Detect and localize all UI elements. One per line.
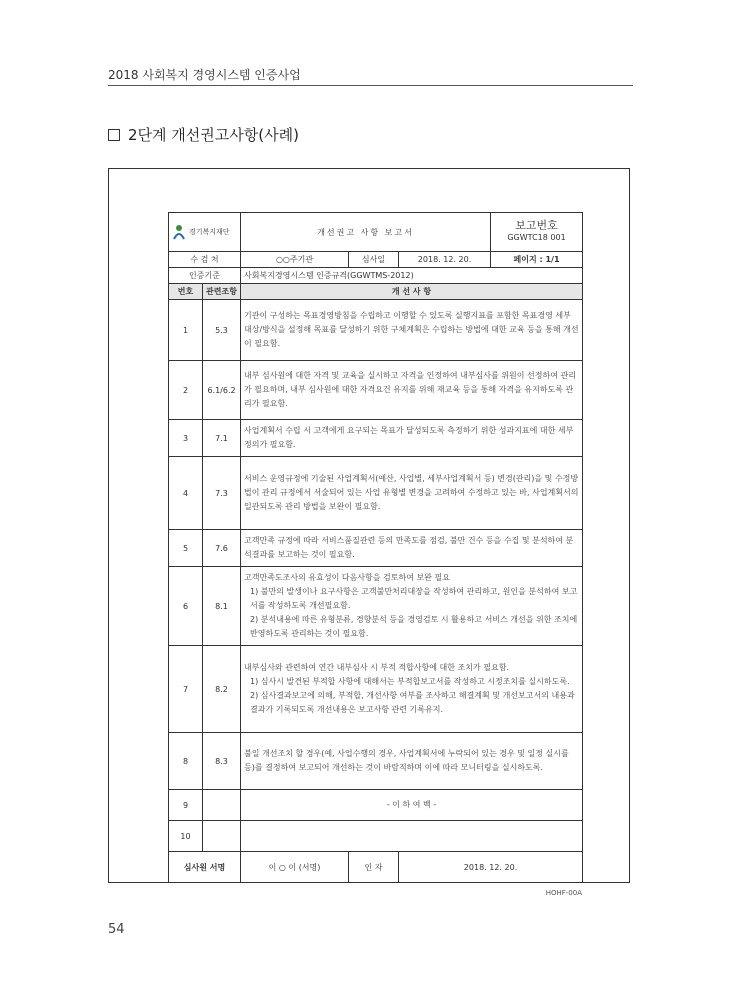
item-no: 4	[169, 457, 203, 530]
item-no: 5	[169, 530, 203, 567]
item-text: 기관이 구성하는 목표경영방침을 수립하고 이행할 수 있도록 실행지표를 포함한 목표경영 세부 대상/방식을 설정해 목표를 달성하기 위한 구체계획은 수립하는 방법에 대한 교육 등을 통해 개선이 필요함.	[241, 300, 583, 361]
date-value: 2018. 12. 20.	[399, 252, 491, 268]
section-title-text: 2단계 개선권고사항(사례)	[128, 126, 299, 144]
running-header: 2018 사회복지 경영시스템 인증사업	[108, 68, 301, 82]
examinee-label: 수 검 처	[169, 252, 241, 268]
item-clause: 8.2	[203, 646, 241, 733]
table-row	[169, 567, 583, 646]
signer-label: 심사원 서명	[169, 852, 241, 883]
item-clause: 7.1	[203, 420, 241, 457]
item-clause	[203, 790, 241, 821]
report-table	[168, 212, 583, 883]
item-no: 3	[169, 420, 203, 457]
checkbox-square-icon	[108, 129, 120, 141]
col-no-header: 번호	[169, 284, 203, 300]
item-no: 1	[169, 300, 203, 361]
page-number: 54	[108, 922, 125, 937]
foundation-logo-icon	[172, 223, 186, 241]
page-label: 페이지 : 1/1	[491, 252, 583, 268]
standard-label: 인증기준	[169, 268, 241, 284]
sign-date: 2018. 12. 20.	[399, 852, 583, 883]
item-text: 고객만족 규정에 따라 서비스품질관련 등의 만족도를 점검, 불만 건수 등을 수집 및 분석하여 분석결과를 보고하는 것이 필요함.	[241, 530, 583, 567]
item-subtext: 2) 분석내용에 따른 유형분류, 경향분석 등을 경영검토 시 활용하고 서비스 개선을 위한 조치에 반영하도록 관리하는 것이 필요함.	[250, 615, 578, 638]
form-code: HOHF-00A	[545, 889, 582, 897]
item-text: 불일 개선조치 할 경우(예, 사업수행의 경우, 사업계획서에 누락되어 있는 경우 및 일정 실시를 등)를 결정하여 보고되어 개선하는 것이 바람직하며 이에 따라 모니터링을 실시하도록.	[241, 733, 583, 790]
standard-row	[169, 268, 583, 284]
foundation-name: 경기복지재단	[189, 228, 230, 236]
item-clause: 8.1	[203, 567, 241, 646]
report-number: GGWTC18 001	[507, 233, 566, 242]
table-row	[169, 457, 583, 530]
item-text: 내부심사와 관련하여 연간 내부심사 시 부적 적합사항에 대한 조치가 필요함.	[244, 663, 510, 672]
item-text: - 이 하 여 백 -	[241, 790, 583, 821]
item-clause: 7.6	[203, 530, 241, 567]
item-clause: 7.3	[203, 457, 241, 530]
table-row	[169, 530, 583, 567]
section-title	[108, 124, 299, 145]
report-number-cell	[491, 213, 583, 252]
header-rule	[108, 85, 633, 86]
col-clause-header: 관련조항	[203, 284, 241, 300]
item-subtext: 1) 심사시 발견된 부적합 사항에 대해서는 부적합보고서를 작성하고 시정조치를 실시하도록.	[250, 677, 570, 686]
info-row	[169, 252, 583, 268]
title-row	[169, 213, 583, 252]
col-content-header: 개 선 사 항	[241, 284, 583, 300]
item-text: 서비스 운영규정에 기술된 사업계획서(예산, 사업별, 세부사업계획서 등) 변경(관리)을 및 수정방법이 관리 규정에서 서술되어 있는 사업 유형별 변경을 고려하여 수정하고 있는 바, 사업계획서의 일관되도록 관리 방법을 보완이 필요함.	[241, 457, 583, 530]
item-text-block	[241, 567, 583, 646]
item-clause: 5.3	[203, 300, 241, 361]
item-no: 2	[169, 361, 203, 420]
item-no: 6	[169, 567, 203, 646]
table-row	[169, 361, 583, 420]
date-label: 심사일	[349, 252, 399, 268]
item-no: 7	[169, 646, 203, 733]
examinee-value: ○○주기관	[241, 252, 349, 268]
item-text-block	[241, 646, 583, 733]
table-row	[169, 300, 583, 361]
logo-cell	[169, 213, 241, 252]
table-row	[169, 790, 583, 821]
item-text: 사업계획서 수립 시 고객에게 요구되는 목표가 달성되도록 측정하기 위한 성과지표에 대한 세부 정의가 필요함.	[241, 420, 583, 457]
item-no: 9	[169, 790, 203, 821]
confirm-label: 인 자	[349, 852, 399, 883]
improvement-report-form	[168, 212, 582, 897]
standard-value: 사회복지경영시스템 인증규격(GGWTMS-2012)	[241, 268, 583, 284]
item-subtext: 2) 심사결과보고에 의해, 부적합, 개선사항 여부를 조사하고 해결계획 및 개선보고서의 내용과 결과가 기록되도록 개선내용은 보고사항 관련 기록유지.	[250, 691, 575, 714]
item-clause: 8.3	[203, 733, 241, 790]
item-text: 내부 심사원에 대한 자격 및 교육을 실시하고 자격을 인정하여 내부심사를 위원이 선정하여 관리가 필요하며, 내부 심사원에 대한 자격요건 유지를 위해 재교육 등을 통해 자격을 유지하도록 관리가 필요함.	[241, 361, 583, 420]
column-header-row	[169, 284, 583, 300]
item-text: 고객만족도조사의 유효성이 다음사항을 검토하여 보완 필요	[244, 573, 450, 582]
item-text	[241, 821, 583, 852]
table-row	[169, 646, 583, 733]
table-row	[169, 821, 583, 852]
table-row	[169, 733, 583, 790]
report-title: 개선권고 사항 보고서	[241, 213, 491, 252]
table-row	[169, 420, 583, 457]
item-no: 10	[169, 821, 203, 852]
item-no: 8	[169, 733, 203, 790]
report-number-label: 보고번호	[515, 219, 558, 232]
item-clause: 6.1/6.2	[203, 361, 241, 420]
signer-name: 이 ○ 이 (서명)	[241, 852, 349, 883]
signature-row	[169, 852, 583, 883]
item-subtext: 1) 불만의 발생이나 요구사항은 고객불만처리대장을 작성하여 관리하고, 원인을 분석하여 보고서를 작성하도록 개선필요함.	[250, 587, 578, 610]
item-clause	[203, 821, 241, 852]
